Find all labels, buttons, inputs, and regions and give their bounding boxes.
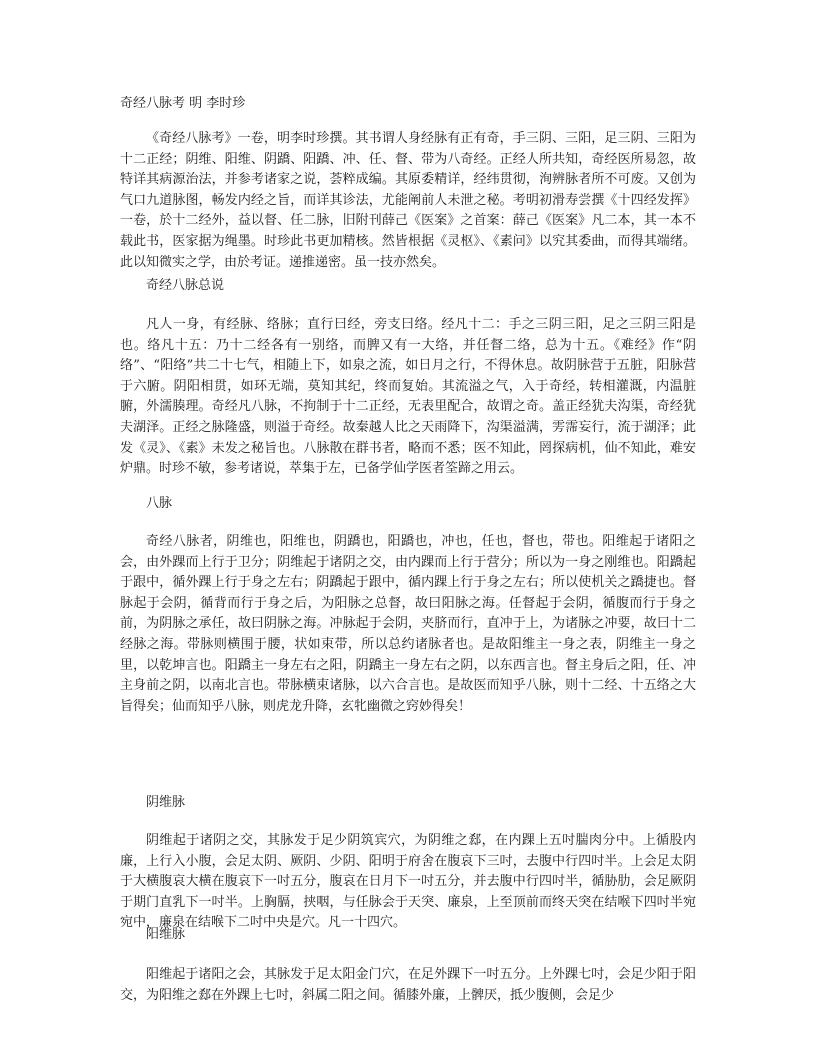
section-heading-eight-vessels: 八脉 <box>146 496 173 511</box>
section-heading-general: 奇经八脉总说 <box>146 278 225 293</box>
document-title: 奇经八脉考 明 李时珍 <box>120 96 246 111</box>
section-paragraph-yin-wei: 阴维起于诸阴之交，其脉发于足少阴筑宾穴，为阴维之郄，在内踝上五吋腨肉分中。上循股内廉，上行入小腹，会足太阴、厥阴、少阴、阳明于府舍在腹哀下三吋，去腹中行四吋半。上会足太阴于大横腹哀大横在腹哀下一吋五分，腹哀在日月下一吋五分，并去腹中行四吋半，循胁肋，会足厥阴于期门直乳下一吋半。上胸膈，挟咽，与任脉会于天突、廉泉，上至顶前而终天突在结喉下四吋半宛宛中，廉泉在结喉下二吋中央是穴。凡一十四穴。 <box>120 833 696 931</box>
intro-paragraph: 《奇经八脉考》一卷，明李时珍撰。其书谓人身经脉有正有奇，手三阴、三阳，足三阴、三阳为十二正经；阴维、阳维、阴蹻、阳蹻、冲、任、督、带为八奇经。正经人所共知，奇经医所易忽，故特详其病源治法，并参考诸家之说，荟粹成编。其原委精详，经纬贯彻，洵辨脉者所不可废。又创为气口九道脉图，畅发内经之旨，而详其诊法，尤能阐前人未泄之秘。考明初滑寿尝撰《十四经发挥》一卷，於十二经外，益以督、任二脉，旧附刊薛己《医案》之首案：薛己《医案》凡二本，其一本不载此书，医家据为绳墨。时珍此书更加精核。然皆根据《灵枢》、《素问》以究其委曲，而得其端绪。此以知微实之学，由於考证。递推递密。虽一技亦然矣。 <box>120 131 696 270</box>
section-heading-yang-wei: 阳维脉 <box>146 927 186 942</box>
section-paragraph-yang-wei: 阳维起于诸阳之会，其脉发于足太阳金门穴，在足外踝下一吋五分。上外踝七吋，会足少阳于阳交，为阳维之郄在外踝上七吋，斜属二阳之间。循膝外廉，上髀厌，抵少腹侧，会足少 <box>120 967 696 1003</box>
section-heading-yin-wei: 阴维脉 <box>146 795 186 810</box>
section-paragraph-eight-vessels: 奇经八脉者，阴维也，阳维也，阴蹻也，阳蹻也，冲也，任也，督也，带也。阳维起于诸阳之会，由外踝而上行于卫分；阴维起于诸阴之交，由内踝而上行于营分；所以为一身之刚维也。阳蹻起于跟中，循外踝上行于身之左右；阴蹻起于跟中，循内踝上行于身之左右；所以使机关之蹻捷也。督脉起于会阴，循背而行于身之后，为阳脉之总督，故曰阳脉之海。任督起于会阴，循腹而行于身之前，为阴脉之承任，故曰阴脉之海。冲脉起于会阴，夹脐而行，直冲于上，为诸脉之冲要，故曰十二经脉之海。带脉则横围于腰，状如束带，所以总约诸脉者也。是故阳维主一身之表，阴维主一身之里，以乾坤言也。阳蹻主一身左右之阳，阴蹻主一身左右之阴，以东西言也。督主身后之阳，任、冲主身前之阴，以南北言也。带脉横束诸脉，以六合言也。是故医而知乎八脉，则十二经、十五络之大旨得矣；仙而知乎八脉，则虎龙升降，玄牝幽微之窍妙得矣！ <box>120 534 696 714</box>
section-paragraph-general: 凡人一身，有经脉、络脉；直行曰经，旁支曰络。经凡十二：手之三阴三阳，足之三阴三阳是也。络凡十五：乃十二经各有一别络，而脾又有一大络，并任督二络，总为十五。《难经》作“阴络”、“阳络”共二十七气，相随上下，如泉之流，如日月之行，不得休息。故阴脉营于五脏，阳脉营于六腑。阴阳相贯，如环无端，莫知其纪，终而复始。其流溢之气，入于奇经，转相灌溉，内温脏腑，外濡腠理。奇经凡八脉，不拘制于十二正经，无表里配合，故谓之奇。盖正经犹夫沟渠，奇经犹夫湖泽。正经之脉隆盛，则溢于奇经。故秦越人比之天雨降下，沟渠溢满，雱霈妄行，流于湖泽；此发《灵》、《素》未发之秘旨也。八脉散在群书者，略而不悉；医不知此，罔探病机，仙不知此，难安炉鼎。时珍不敏，参考诸说，萃集于左，已备学仙学医者筌蹄之用云。 <box>120 317 696 477</box>
